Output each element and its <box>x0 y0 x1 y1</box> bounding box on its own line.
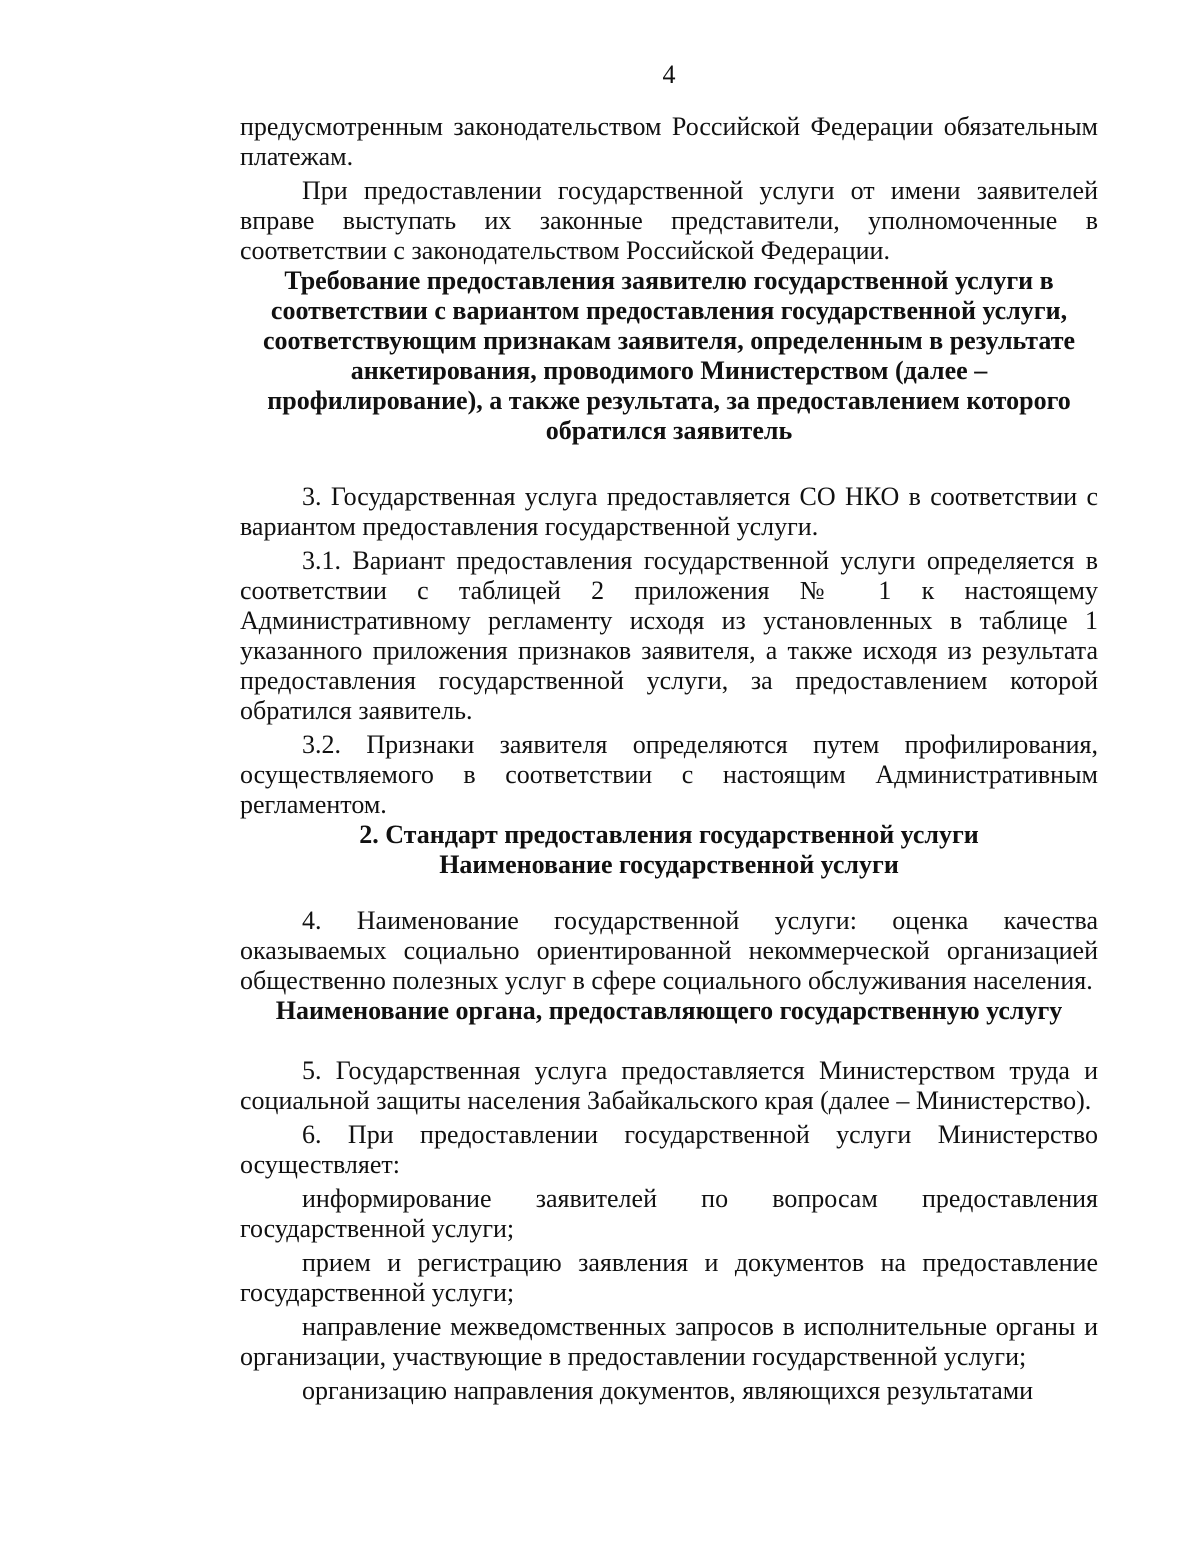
heading-service-name: Наименование государственной услуги <box>439 850 899 879</box>
paragraph-item-6: 6. При предоставлении государственной услуги Министерство осуществляет: <box>240 1120 1098 1179</box>
page-number: 4 <box>662 60 676 89</box>
list-item-informing: информирование заявителей по вопросам предоставления государственной услуги; <box>240 1184 1098 1243</box>
heading-variant-requirement: Требование предоставления заявителю государственной услуги в соответствии с вариантом предоставления государственной услуги, соответствующим признакам заявителя, определенным в результате анкетирования, проводимого Министерством (далее – профилирование), а также результата, за предоставлением которого обратился заявитель <box>262 266 1076 445</box>
paragraph-item-3: 3. Государственная услуга предоставляется СО НКО в соответствии с вариантом предоставления государственной услуги. <box>240 482 1098 541</box>
heading-service-standard: 2. Стандарт предоставления государственной услуги <box>359 820 979 849</box>
paragraph-item-4: 4. Наименование государственной услуги: оценка качества оказываемых социально ориентированной некоммерческой организацией общественно полезных услуг в сфере социального обслуживания населения. <box>240 906 1098 995</box>
document-body <box>240 112 1098 1406</box>
list-item-interagency-requests: направление межведомственных запросов в исполнительные органы и организации, участвующие в предоставлении государственной услуги; <box>240 1312 1098 1371</box>
paragraph-item-5: 5. Государственная услуга предоставляется Министерством труда и социальной защиты населения Забайкальского края (далее – Министерство). <box>240 1056 1098 1115</box>
paragraph-item-3-1: 3.1. Вариант предоставления государственной услуги определяется в соответствии с таблицей 2 приложения № 1 к настоящему Административному регламенту исходя из установленных в таблице 1 указанного приложения признаков заявителя, а также исходя из результата предоставления государственной услуги, за предоставлением которой обратился заявитель. <box>240 546 1098 725</box>
list-item-reception: прием и регистрацию заявления и документов на предоставление государственной услуги; <box>240 1248 1098 1307</box>
heading-service-provider: Наименование органа, предоставляющего государственную услугу <box>275 996 1063 1025</box>
paragraph-item-3-2: 3.2. Признаки заявителя определяются путем профилирования, осуществляемого в соответствии с настоящим Административным регламентом. <box>240 730 1098 819</box>
list-item-document-delivery: организацию направления документов, являющихся результатами <box>302 1376 1034 1405</box>
paragraph-legal-representatives: При предоставлении государственной услуги от имени заявителей вправе выступать их законные представители, уполномоченные в соответствии с законодательством Российской Федерации. <box>240 176 1098 265</box>
paragraph-obligatory-payments: предусмотренным законодательством Российской Федерации обязательным платежам. <box>240 112 1098 171</box>
